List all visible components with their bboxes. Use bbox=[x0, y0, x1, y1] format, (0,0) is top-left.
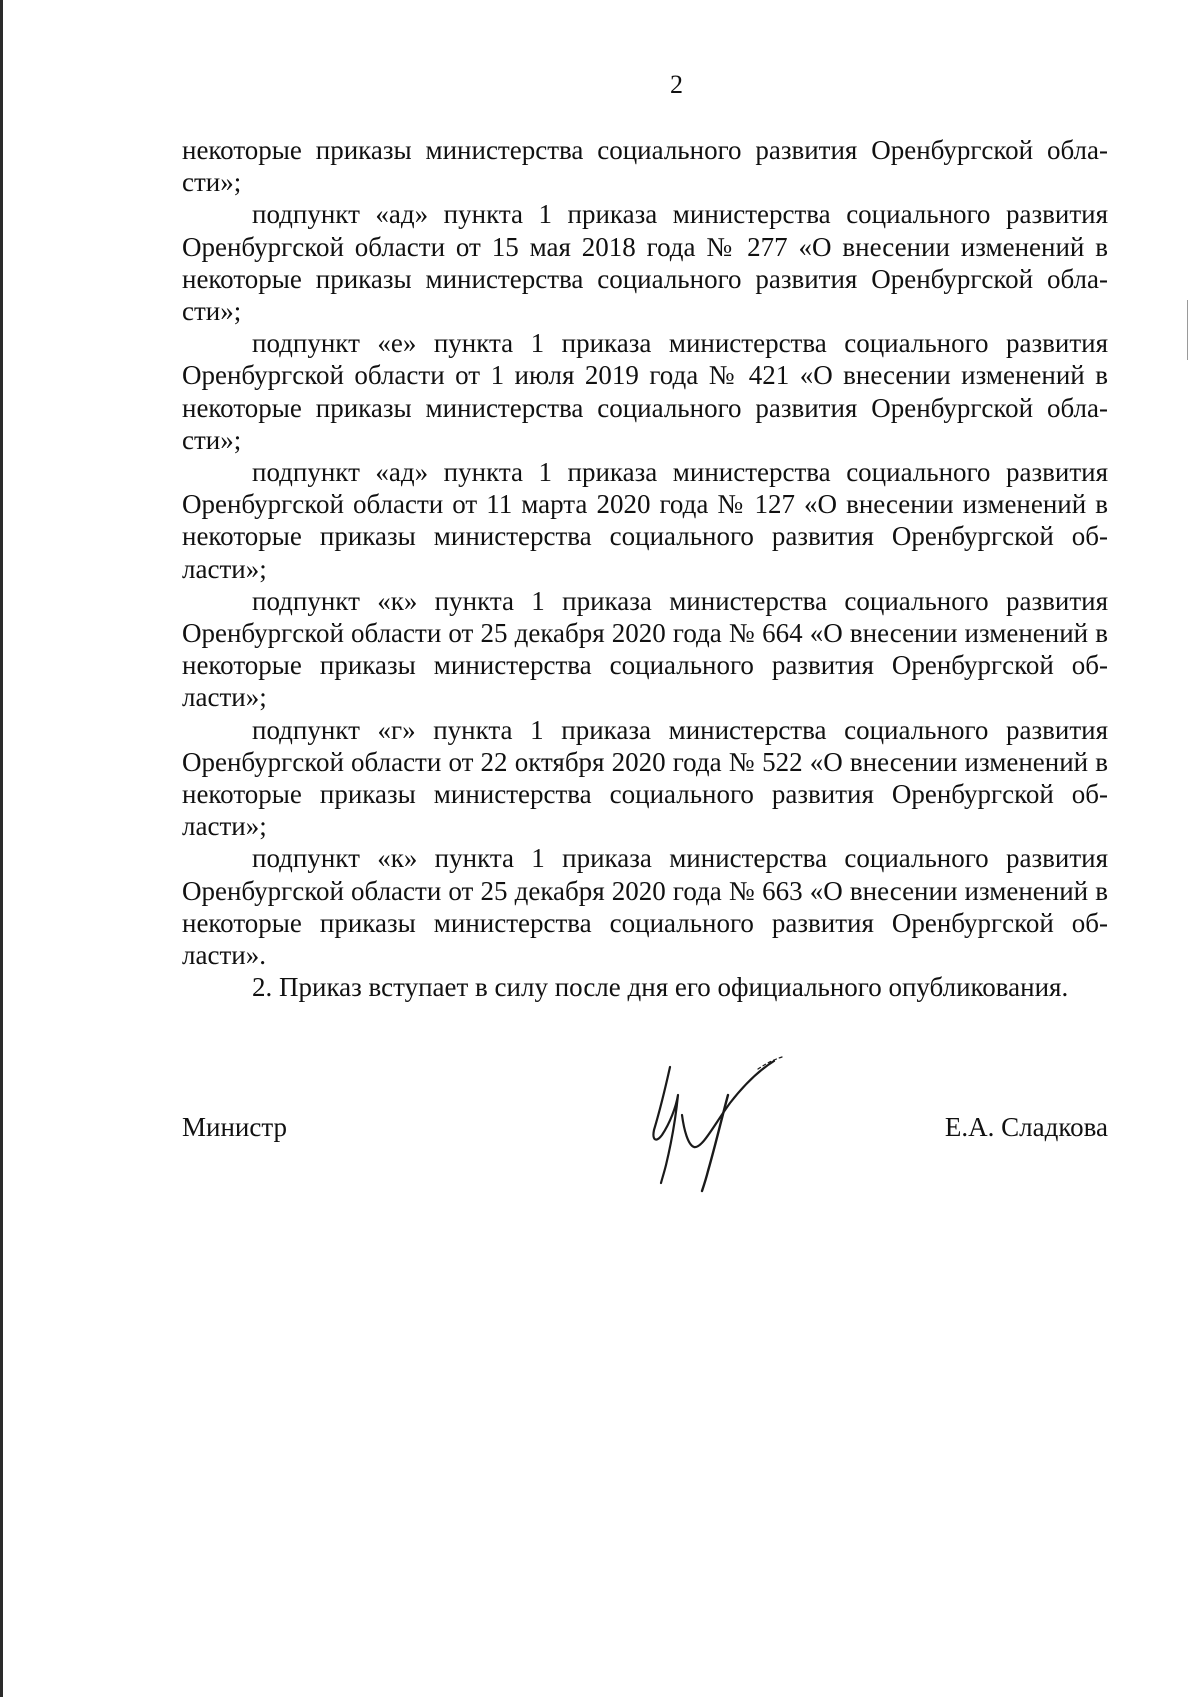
signatory-name: Е.А. Сладкова bbox=[944, 1112, 1108, 1142]
paragraph-item: подпункт «ад» пункта 1 приказа министерства социального развития Оренбургской области от 11 марта 2020 года № 127 «О внесении изменений в некоторые приказы министерства социального развития Оренбургской об-ласти»; bbox=[182, 457, 1108, 584]
scan-border-right bbox=[1187, 300, 1188, 360]
page-number: 2 bbox=[670, 70, 683, 99]
handwritten-signature bbox=[632, 1055, 792, 1195]
paragraph-item: подпункт «е» пункта 1 приказа министерства социального развития Оренбургской области от 1 июля 2019 года № 421 «О внесении изменений в некоторые приказы министерства социального развития Оренбургской обла-сти»; bbox=[182, 328, 1108, 455]
paragraph-continuation: некоторые приказы министерства социального развития Оренбургской обла-сти»; bbox=[182, 135, 1108, 198]
signature-block bbox=[182, 1105, 1108, 1205]
paragraph-effective-date: 2. Приказ вступает в силу после дня его официального опубликования. bbox=[252, 972, 1069, 1003]
paragraph-item: подпункт «г» пункта 1 приказа министерства социального развития Оренбургской области от 22 октября 2020 года № 522 «О внесении изменений в некоторые приказы министерства социального развития Оренбургской об-ласти»; bbox=[182, 714, 1108, 842]
signatory-position: Министр bbox=[182, 1112, 287, 1142]
scan-border-left bbox=[0, 0, 3, 1697]
paragraph-item: подпункт «к» пункта 1 приказа министерства социального развития Оренбургской области от 25 декабря 2020 года № 663 «О внесении изменений в некоторые приказы министерства социального развития Оренбургской об-ласти». bbox=[182, 843, 1108, 971]
paragraph-item: подпункт «ад» пункта 1 приказа министерства социального развития Оренбургской области от 15 мая 2018 года № 277 «О внесении изменений в некоторые приказы министерства социального развития Оренбургской обла-сти»; bbox=[182, 199, 1108, 327]
document-body bbox=[182, 134, 1108, 1003]
paragraph-item: подпункт «к» пункта 1 приказа министерства социального развития Оренбургской области от 25 декабря 2020 года № 664 «О внесении изменений в некоторые приказы министерства социального развития Оренбургской об-ласти»; bbox=[182, 585, 1108, 713]
